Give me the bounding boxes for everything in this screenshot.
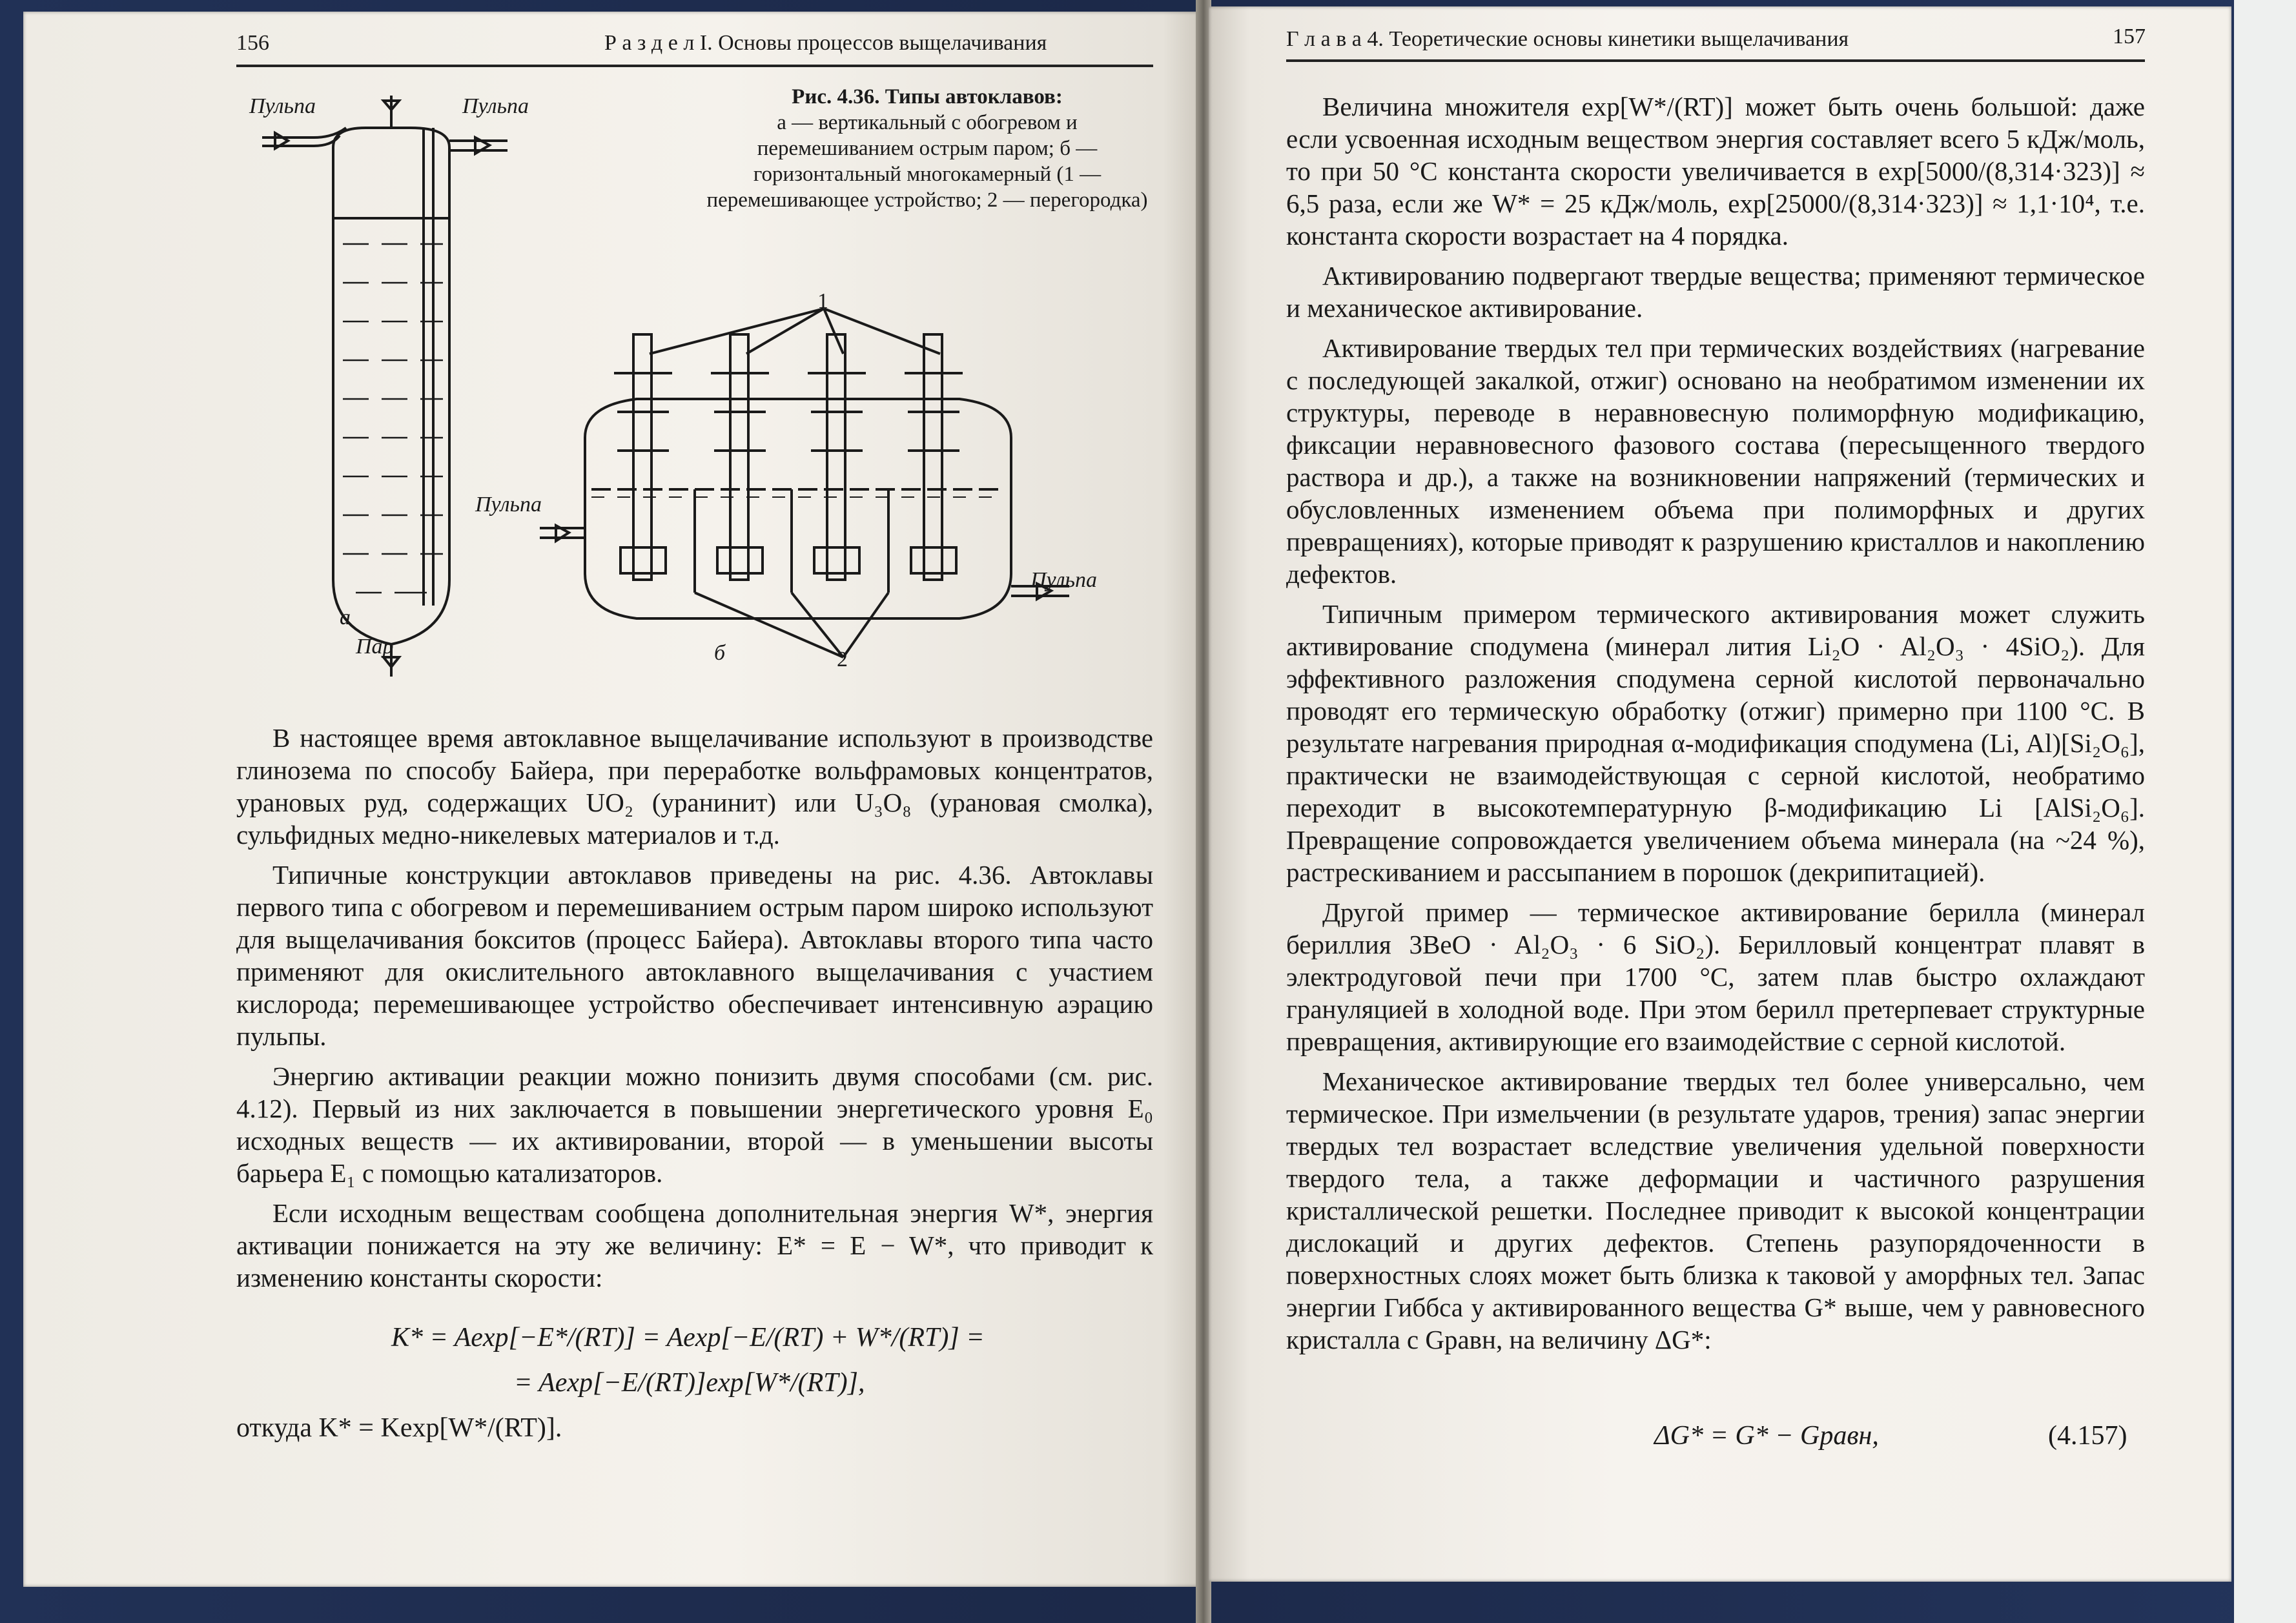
label-stirrer-1: 1: [817, 289, 828, 313]
formula-delta-g: ΔG* = G* − Gравн,: [1654, 1421, 1879, 1451]
label-b: б: [714, 641, 726, 665]
label-pulp-outlet-a: Пульпа: [462, 94, 529, 118]
paragraph: Активирование твердых тел при термических воздействиях (нагревание с последующей закалкой, отжиг) основано на необратимом изменении их структуры, переводе в неравновесную полиморфную модификацию, фиксации неравновесного фазового состава (пересыщенного твердого раствора и др.), а также на возникновении напряжений (термических и обусловленных изменением объема при полиморфных и других превращениях), которые приводят к разрушению кристаллов и накоплению дефектов.: [1286, 333, 2145, 589]
right-page-number: 157: [2113, 25, 2146, 48]
paragraph: Если исходным веществам сообщена дополнительная энергия W*, энергия активации понижается на эту же величину: E* = E − W*, что приводит к изменению константы скорости:: [236, 1198, 1153, 1292]
desk-surface: [2234, 0, 2296, 1623]
label-partition-2: 2: [837, 648, 848, 671]
paragraph: Другой пример — термическое активирование берилла (минерал бериллия 3BeO · Al₂O₃ · 6 SiO₂). Берилловый концентрат плавят в электродуговой печи при 1700 °C, затем плав быстро охлаждают грануляцией в холодной воде. При этом берилл претерпевает структурные превращения, активирующие его взаимодействие с серной кислотой.: [1286, 897, 2145, 1056]
label-steam: Пар: [356, 635, 394, 658]
left-header-rule: [236, 65, 1153, 67]
paragraph: Величина множителя exp[W*/(RT)] может быть очень большой: даже если усвоенная исходным веществом энергия составляет всего 5 кДж/моль, то при 50 °C константа скорости увеличивается в exp[5000/(8,314·323)] ≈ 6,5 раза, если же W* = 25 кДж/моль, exp[25000/(8,314·323)] ≈ 1,1·10⁴, т.е. константа скорости возрастает на 4 порядка.: [1286, 92, 2145, 250]
paragraph: В настоящее время автоклавное выщелачивание используют в производстве глинозема по способу Байера, при переработке вольфрамовых концентратов, урановых руд, содержащих UO₂ (уранинит) или U₃O₈ (урановая смолка), сульфидных медно-никелевых материалов и т.д.: [236, 723, 1153, 850]
left-page: [23, 12, 1198, 1587]
left-page-number: 156: [236, 31, 269, 55]
label-pulp-outlet-b: Пульпа: [1030, 568, 1098, 592]
label-pulp-inlet-a: Пульпа: [249, 94, 316, 118]
paragraph: Энергию активации реакции можно понизить двумя способами (см. рис. 4.12). Первый из них заключается в повышении энергетического уровня E₀ исходных веществ — их активировании, второй — в уменьшении высоты барьера E₁ с помощью катализаторов.: [236, 1061, 1153, 1188]
right-running-header: Г л а в а 4. Теоретические основы кинетики выщелачивания: [1286, 27, 1849, 51]
figure-caption: [701, 84, 1153, 213]
figure-caption-title: Рис. 4.36. Типы автоклавов:: [792, 85, 1063, 108]
left-running-header: Р а з д е л I. Основы процессов выщелачивания: [604, 31, 1047, 55]
paragraph: Механическое активирование твердых тел более универсально, чем термическое. При измельчении (в результате ударов, трения) запас энергии твердых тел возрастает вследствие увеличения удельной поверхности твердого тела, а также деформации и частичного разрушения кристаллической решетки. Последнее приводит к высокой концентрации дислокаций и других дефектов. Степень разупорядоченности в поверхностных слоях может быть близка к таковой у аморфных тел. Запас энергии Гиббса у активированного вещества G* выше, чем у равновесного кристалла с Gравн, на величину ΔG*:: [1286, 1067, 2145, 1354]
stirrer-group: [614, 334, 963, 580]
label-pulp-inlet-b: Пульпа: [475, 493, 542, 516]
right-body-text: [1286, 90, 2145, 1356]
formula-k-star-result: откуда K* = Kexp[W*/(RT)].: [236, 1413, 562, 1443]
formula-k-star-line1: K* = Aexp[−E*/(RT)] = Aexp[−E/(RT) + W*/(RT)] =: [391, 1323, 985, 1352]
right-header-rule: [1286, 59, 2145, 62]
paragraph: Активированию подвергают твердые вещества; применяют термическое и механическое активирование.: [1286, 261, 2145, 323]
right-page: [1209, 6, 2231, 1582]
paragraph: Типичным примером термического активирования может служить активирование сподумена (минерал лития Li₂O · Al₂O₃ · 4SiO₂). Для эффективного разложения сподумена серной кислотой первоначально проводят его термическую обработку (отжиг) примерно при 1100 °C. В результате нагревания природная α-модификация сподумена (Li, Al)[Si₂O₆], практически не взаимодействующая с серной кислотой, необратимо переходит в высокотемпературную β-модификацию Li [AlSi₂O₆]. Превращение сопровождается увеличением объема минерала (на ~24 %), растрескиванием и рассыпанием в порошок (декрипитацией).: [1286, 599, 2145, 887]
paragraph: Типичные конструкции автоклавов приведены на рис. 4.36. Автоклавы первого типа с обогревом и перемешиванием острым паром широко используют для выщелачивания бокситов (процесс Байера). Автоклавы второго типа часто применяют для окислительного автоклавного выщелачивания с участием кислорода; перемешивающее устройство обеспечивает интенсивную аэрацию пульпы.: [236, 860, 1153, 1051]
left-body-text: [236, 722, 1153, 1294]
formula-k-star-line2: = Aexp[−E/(RT)]exp[W*/(RT)],: [514, 1368, 865, 1398]
figure-caption-text: а — вертикальный с обогревом и перемешиванием острым паром; б — горизонтальный многокамерный (1 — перемешивающее устройство; 2 — перегородка): [706, 111, 1148, 212]
formula-number: (4.157): [2048, 1421, 2127, 1451]
label-a: а: [340, 606, 351, 629]
horizontal-autoclave-body: [585, 399, 1011, 618]
